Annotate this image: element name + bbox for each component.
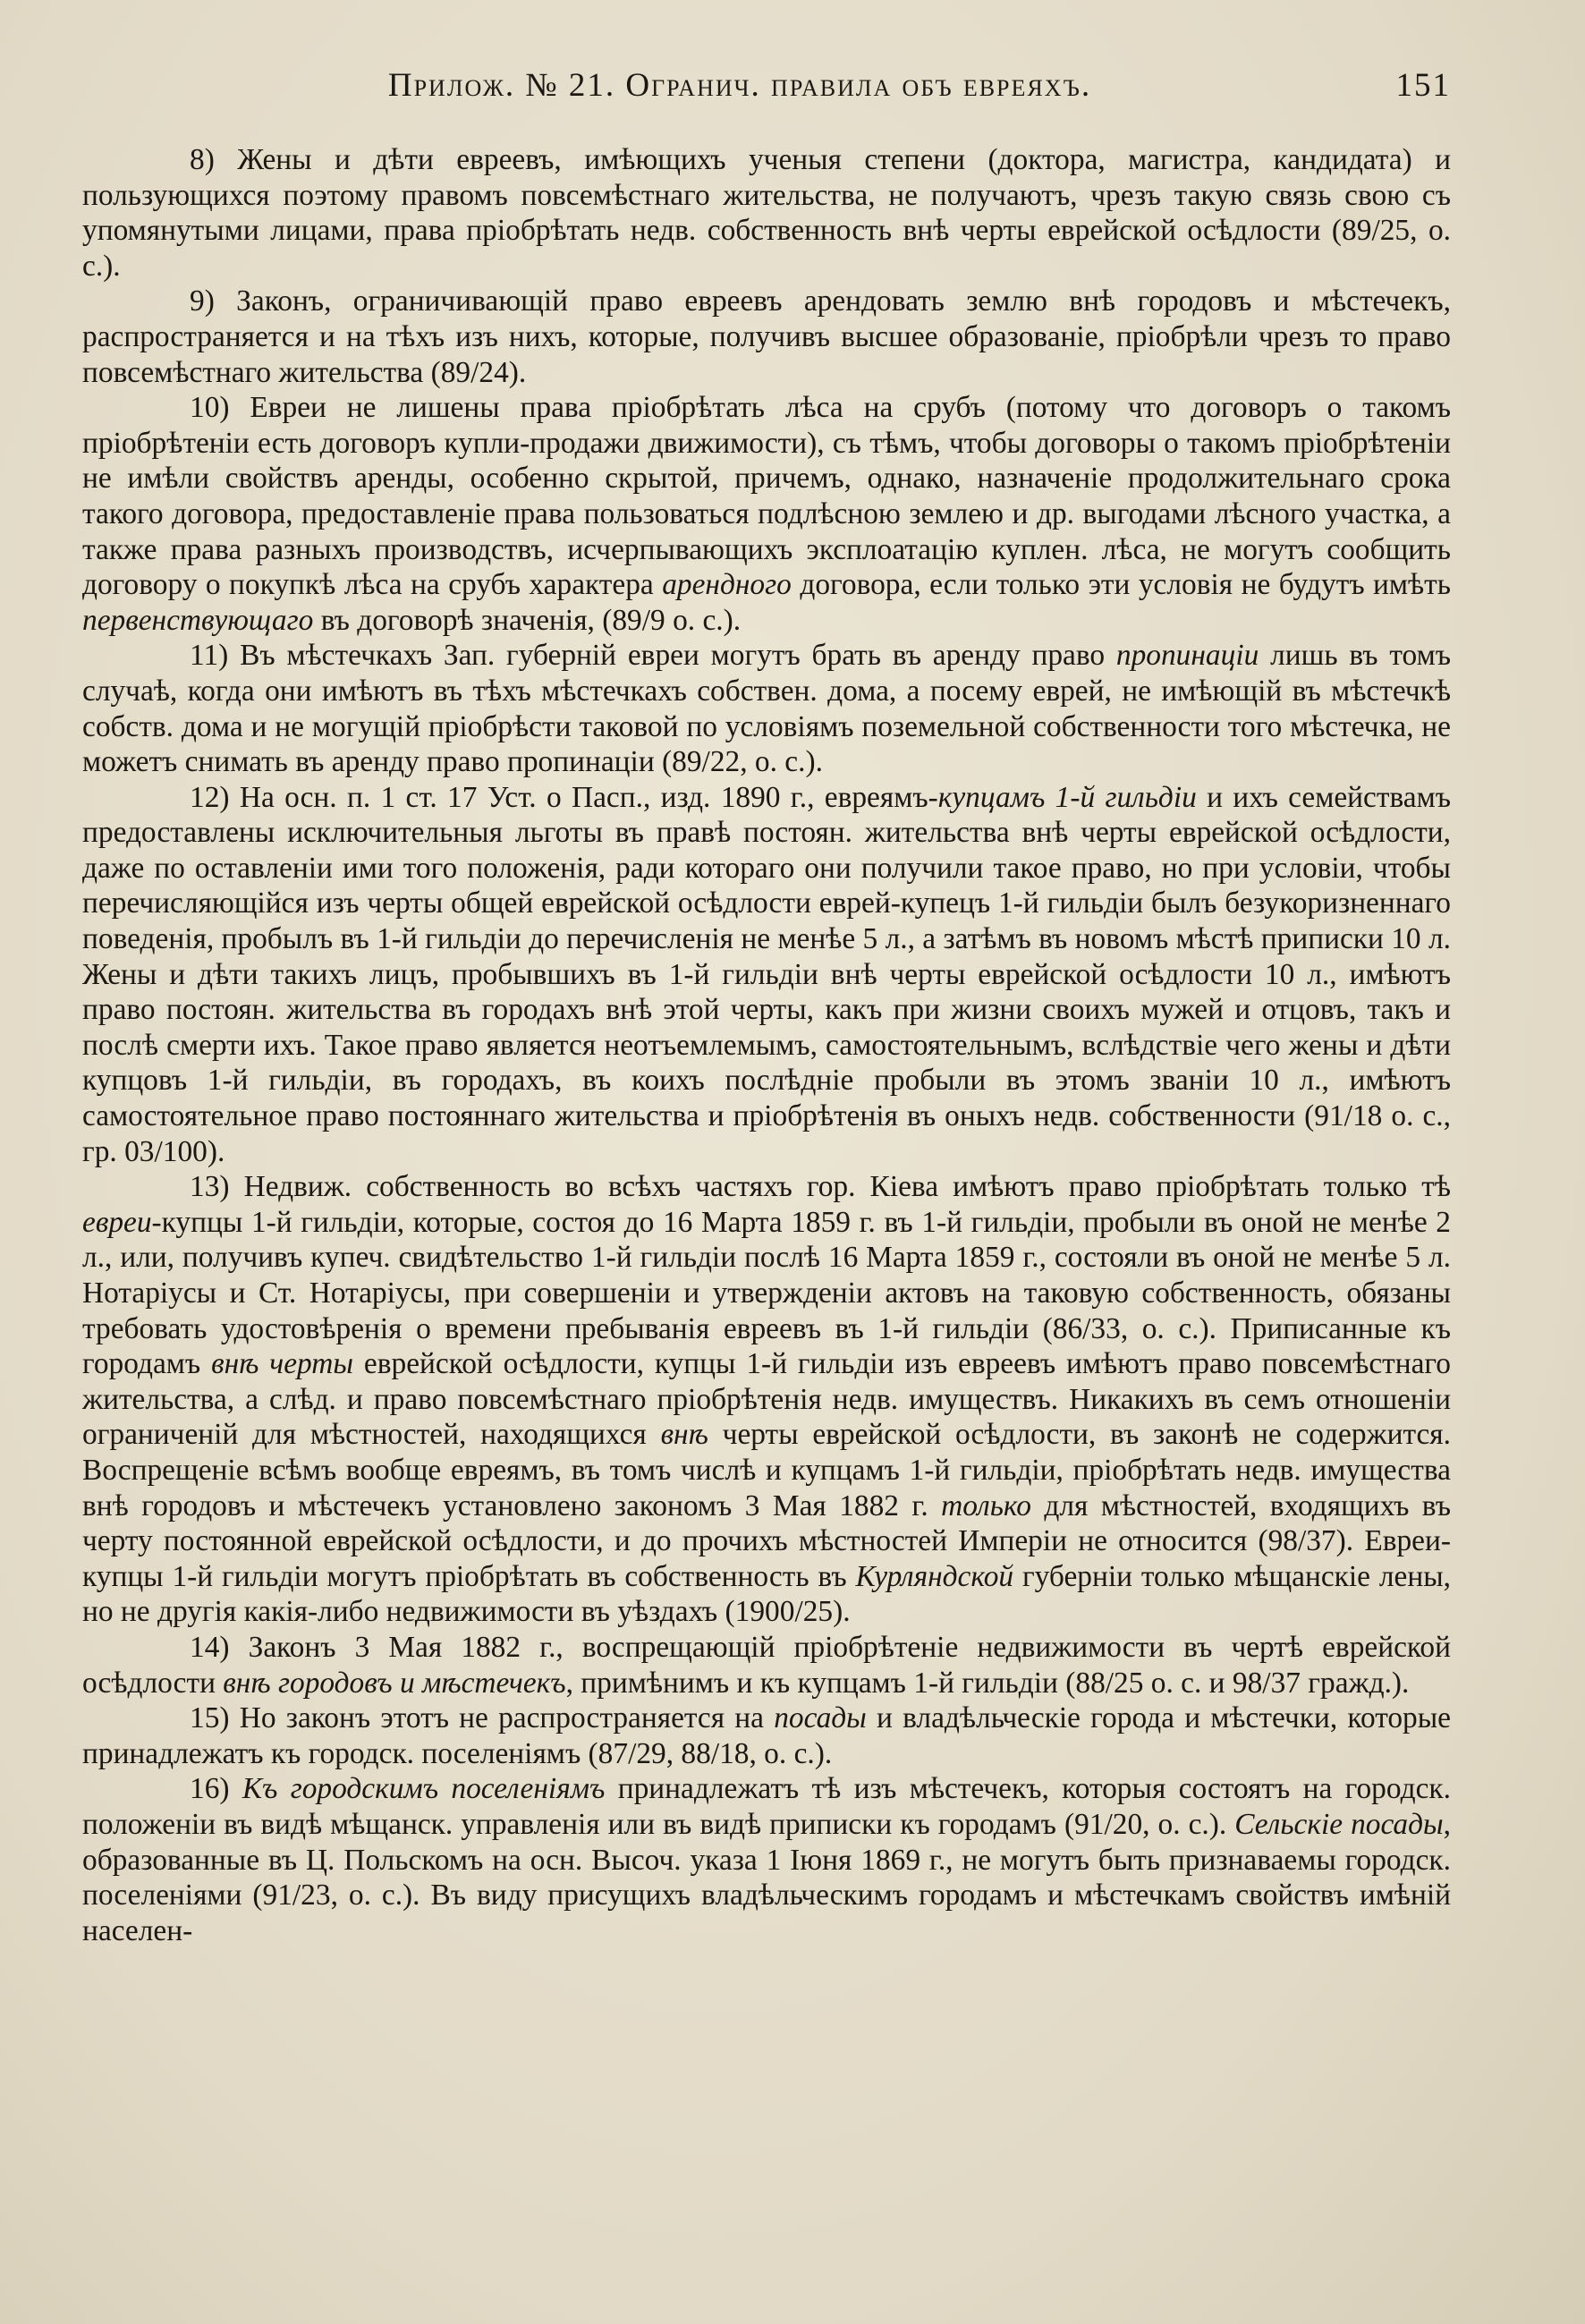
text-run: 8) Жены и дѣти евреевъ, имѣющихъ ученыя степени (доктора, магистра, кандидата) и пользующихся поэтому правомъ повсемѣстнаго жительства, не получаютъ, чрезъ такую связь свою съ упомянутыми лицами, права пріобрѣтать недв. собственность внѣ черты еврейской осѣдлости (89/25, о. с.). bbox=[82, 143, 1451, 283]
text-run: 11) Въ мѣстечкахъ Зап. губерній евреи могутъ брать въ аренду право bbox=[190, 639, 1116, 673]
text-run: черты еврейской осѣдлости, въ законѣ не содержится. Воспрещеніе всѣмъ вообще евреямъ, въ томъ числѣ и купцамъ 1-й гильдіи, пріобрѣтать недв. имущества внѣ городовъ и мѣстечекъ установлено закономъ 3 Мая 1882 г. bbox=[82, 1418, 1451, 1522]
paragraph-p15 bbox=[82, 1701, 1451, 1771]
text-run: 10) Евреи не лишены права пріобрѣтать лѣса на срубъ (потому что договоръ о такомъ пріобрѣтеніи есть договоръ купли-продажи движимости), съ тѣмъ, чтобы договоры о такомъ пріобрѣтеніи не имѣли свойствъ аренды, особенно скрытой, причемъ, однако, назначеніе продолжительнаго срока такого договора, предоставленіе права пользоваться подлѣсною землею и др. выгодами лѣсного участка, а также права разныхъ производствъ, исчерпывающихъ эксплоатацію куплен. лѣса, не могутъ сообщить договору о покупкѣ лѣса на срубъ характера bbox=[82, 391, 1451, 602]
text-run: , образованные въ Ц. Польскомъ на осн. Высоч. указа 1 Іюня 1869 г., не могутъ быть признаваемы городск. поселеніями (91/23, о. с.). Въ виду присущихъ владѣльческимъ городамъ и мѣстечкамъ свойствъ имѣній населен- bbox=[82, 1807, 1451, 1947]
italic-text: только bbox=[941, 1489, 1031, 1522]
italic-text: посады bbox=[774, 1701, 867, 1735]
paragraph-p16 bbox=[82, 1771, 1451, 1948]
paragraph-p11 bbox=[82, 638, 1451, 779]
text-run: -купцы 1-й гильдіи, которые, состоя до 16 Марта 1859 г. въ 1-й гильдіи, пробыли въ оной не менѣе 2 л., или, получивъ купеч. свидѣтельство 1-й гильдіи послѣ 16 Марта 1859 г., состояли въ оной не менѣе 5 л. Нотаріусы и Ст. Нотаріусы, при совершеніи и утвержденіи актовъ на таковую собственность, обязаны требовать удостовѣренія о времени пребыванія евреевъ въ 1-й гильдіи (86/33, о. с.). Приписанные къ городамъ bbox=[82, 1205, 1451, 1381]
italic-text: Курляндской bbox=[855, 1559, 1014, 1593]
italic-text: арендного bbox=[662, 568, 792, 602]
text-run: , примѣнимъ и къ купцамъ 1-й гильдіи (88/25 о. с. и 98/37 гражд.). bbox=[565, 1666, 1410, 1700]
paragraph-p13 bbox=[82, 1169, 1451, 1630]
paragraph-p14 bbox=[82, 1630, 1451, 1701]
italic-text: внѣ bbox=[660, 1418, 708, 1452]
running-header bbox=[82, 66, 1451, 105]
italic-text: купцамъ 1-й гильдіи bbox=[937, 780, 1197, 814]
text-run: для мѣстностей, входящихъ въ черту постоянной еврейской осѣдлости, и до прочихъ мѣстностей Имперіи не относится (98/37). Евреи-купцы 1-й гильдіи могутъ пріобрѣтать въ собственность въ bbox=[82, 1489, 1451, 1593]
header-title: Прилож. № 21. Огранич. правила объ евреяхъ. bbox=[387, 67, 1092, 104]
text-run: еврейской осѣдлости, купцы 1-й гильдіи изъ евреевъ имѣютъ право повсемѣстнаго жительства, а слѣд. и право повсемѣстнаго пріобрѣтенія недв. имуществъ. Никакихъ въ семъ отношеніи ограниченій для мѣстностей, находящихся bbox=[82, 1347, 1451, 1452]
paragraph-p8 bbox=[82, 142, 1451, 284]
text-run: 15) Но законъ этотъ не распространяется на bbox=[190, 1701, 775, 1735]
text-run: принадлежатъ тѣ изъ мѣстечекъ, которыя состоятъ на городск. положеніи въ видѣ мѣщанск. управленія или въ видѣ приписки къ городамъ (91/20, о. с.). bbox=[82, 1772, 1451, 1841]
document-body bbox=[82, 142, 1451, 1948]
italic-text: первенствующаго bbox=[82, 603, 314, 637]
text-run: лишь въ томъ случаѣ, когда они имѣютъ въ тѣхъ мѣстечкахъ собствен. дома, а посему еврей, не имѣющій въ мѣстечкѣ собств. дома и не могущій пріобрѣсти таковой по условіямъ поземельной собственности того мѣстечка, не можетъ снимать въ аренду право пропинаціи (89/22, о. с.). bbox=[82, 639, 1451, 779]
text-run: 13) Недвиж. собственность во всѣхъ частяхъ гор. Кіева имѣютъ право пріобрѣтать только тѣ bbox=[190, 1170, 1451, 1204]
italic-text: пропинаціи bbox=[1115, 639, 1259, 673]
page-number: 151 bbox=[1395, 67, 1451, 104]
paragraph-p9 bbox=[82, 284, 1451, 390]
text-run: губерніи только мѣщанскіе лены, но не другія какія-либо недвижимости въ уѣздахъ (1900/25). bbox=[82, 1559, 1451, 1629]
paragraph-p12 bbox=[82, 780, 1451, 1170]
text-run: 16) bbox=[190, 1772, 242, 1806]
text-run: и ихъ семействамъ предоставлены исключительныя льготы въ правѣ постоян. жительства внѣ черты еврейской осѣдлости, даже по оставленіи ими того положенія, ради котораго они получили такое право, но при условіи, чтобы перечисляющійся изъ черты общей еврейской осѣдлости еврей-купецъ 1-й гильдіи былъ безукоризненнаго поведенія, пробылъ въ 1-й гильдіи до перечисленія не менѣе 5 л., а затѣмъ въ новомъ мѣстѣ приписки 10 л. Жены и дѣти такихъ лицъ, пробывшихъ въ 1-й гильдіи внѣ черты еврейской осѣдлости 10 л., имѣютъ право постоян. жительства въ городахъ внѣ этой черты, какъ при жизни своихъ мужей и отцовъ, такъ и послѣ смерти ихъ. Такое право является неотъемлемымъ, самостоятельнымъ, вслѣдствіе чего жены и дѣти купцовъ 1-й гильдіи, въ городахъ, въ коихъ послѣдніе пробыли въ этомъ званіи 10 л., имѣютъ самостоятельное право постояннаго жительства и пріобрѣтенія въ оныхъ недв. собственности (91/18 о. с., гр. 03/100). bbox=[82, 780, 1451, 1168]
italic-text: внѣ городовъ и мѣстечекъ bbox=[223, 1666, 566, 1700]
text-run: и владѣльческіе города и мѣстечки, которые принадлежатъ къ городск. поселеніямъ (87/29, 88/18, о. с.). bbox=[82, 1701, 1451, 1770]
italic-text: Къ городскимъ поселеніямъ bbox=[242, 1772, 606, 1806]
text-run: 9) Законъ, ограничивающій право евреевъ арендовать землю внѣ городовъ и мѣстечекъ, распространяется и на тѣхъ изъ нихъ, которые, получивъ высшее образованіе, пріобрѣли чрезъ то право повсемѣстнаго жительства (89/24). bbox=[82, 284, 1451, 389]
text-run: договора, если только эти условія не будутъ имѣть bbox=[791, 568, 1452, 602]
text-run: 12) На осн. п. 1 ст. 17 Уст. о Пасп., изд. 1890 г., евреямъ- bbox=[190, 780, 938, 814]
text-run: 14) Законъ 3 Мая 1882 г., воспрещающій пріобрѣтеніе недвижимости въ чертѣ еврейской осѣдлости bbox=[82, 1630, 1451, 1700]
italic-text: внѣ черты bbox=[211, 1347, 354, 1381]
paragraph-p10 bbox=[82, 390, 1451, 638]
italic-text: евреи bbox=[82, 1205, 152, 1239]
italic-text: Сельскіе посады bbox=[1234, 1807, 1444, 1841]
text-run: въ договорѣ значенія, (89/9 о. с.). bbox=[313, 603, 742, 637]
